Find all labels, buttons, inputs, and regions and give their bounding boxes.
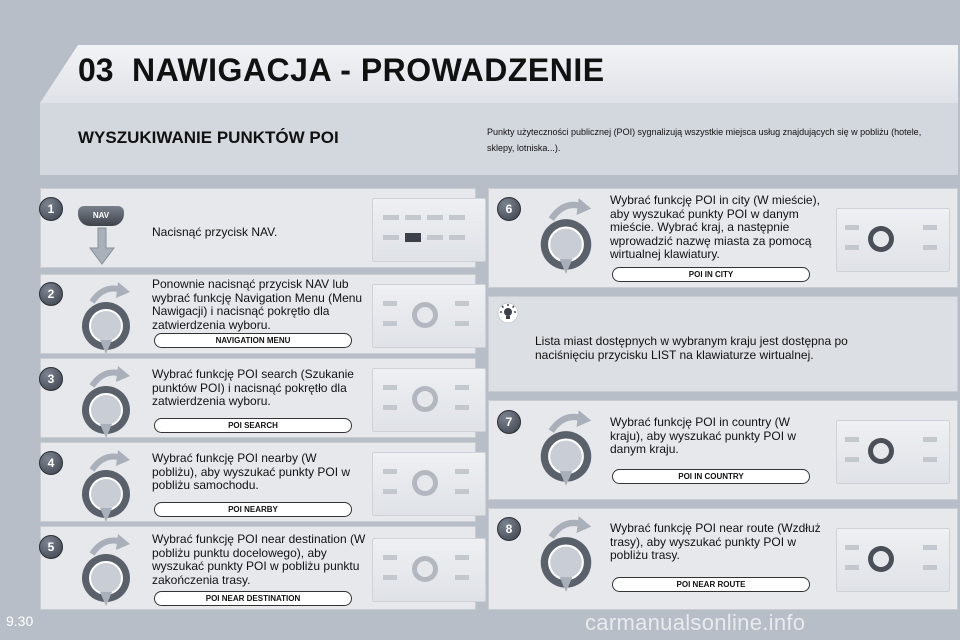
lightbulb-icon xyxy=(497,302,519,324)
step-text-6: Wybrać funkcję POI in city (W mieście), aby wyszukać punkty POI w danym mieście. Wybrać kraj, a następnie wprowadzić nazwę miasta za pomocą wirtualnej klawiatury. xyxy=(610,193,820,261)
radio-unit-image xyxy=(372,452,486,516)
step-badge-1: 1 xyxy=(39,197,63,221)
step-badge-4: 4 xyxy=(39,451,63,475)
rotary-knob-icon xyxy=(78,532,134,608)
step-badge-2: 2 xyxy=(39,282,63,306)
radio-unit-image xyxy=(836,208,950,272)
rotary-knob-icon xyxy=(536,408,596,488)
tip-text: Lista miast dostępnych w wybranym kraju jest dostępna po naciśnięciu przycisku LIST na klawiaturze wirtualnej. xyxy=(535,334,848,362)
menu-label-poi-in-city: POI IN CITY xyxy=(612,267,810,282)
step-text-3: Wybrać funkcję POI search (Szukanie punktów POI) i nacisnąć pokrętło dla zatwierdzenia wyboru. xyxy=(152,367,354,408)
step-badge-7: 7 xyxy=(497,410,521,434)
menu-label-poi-nearby: POI NEARBY xyxy=(154,502,352,517)
intro-text: Punkty użyteczności publicznej (POI) sygnalizują wszystkie miejsca usług znajdujących się w pobliżu (hotele, sklepy, lotniska...). xyxy=(487,127,922,153)
rotary-knob-icon xyxy=(536,514,596,594)
menu-label-poi-search: POI SEARCH xyxy=(154,418,352,433)
menu-label-navigation-menu: NAVIGATION MENU xyxy=(154,333,352,348)
radio-unit-image xyxy=(372,284,486,348)
page-number: 9.30 xyxy=(6,613,34,629)
watermark: carmanualsonline.info xyxy=(585,610,806,635)
page-title: NAWIGACJA - PROWADZENIE xyxy=(132,52,605,88)
menu-label-poi-in-country: POI IN COUNTRY xyxy=(612,469,810,484)
radio-unit-image xyxy=(372,368,486,432)
menu-label-poi-near-destination: POI NEAR DESTINATION xyxy=(154,591,352,606)
rotary-knob-icon xyxy=(78,280,134,356)
step-badge-5: 5 xyxy=(39,535,63,559)
rotary-knob-icon xyxy=(78,364,134,440)
step-badge-6: 6 xyxy=(497,197,521,221)
step-text-5: Wybrać funkcję POI near destination (W pobliżu punktu docelowego), aby wyszukać punkty POI w pobliżu punktu zakończenia trasy. xyxy=(152,532,366,587)
rotary-knob-icon xyxy=(536,196,596,276)
press-arrow-icon xyxy=(82,226,122,266)
section-title: WYSZUKIWANIE PUNKTÓW POI xyxy=(78,128,339,147)
step-badge-8: 8 xyxy=(497,517,521,541)
rotary-knob-icon xyxy=(78,448,134,524)
step-badge-3: 3 xyxy=(39,367,63,391)
radio-unit-image xyxy=(372,538,486,602)
step-text-1: Nacisnąć przycisk NAV. xyxy=(152,225,278,239)
step-text-7: Wybrać funkcję POI in country (W kraju), aby wyszukać punkty POI w danym kraju. xyxy=(610,415,797,456)
nav-button-icon: NAV xyxy=(78,206,124,226)
step-text-2: Ponownie nacisnąć przycisk NAV lub wybrać funkcję Navigation Menu (Menu Nawigacji) i nacisnąć pokrętło dla zatwierdzenia wyboru. xyxy=(152,277,363,332)
radio-unit-image xyxy=(836,528,950,592)
radio-unit-image xyxy=(836,420,950,484)
step-text-4: Wybrać funkcję POI nearby (W pobliżu), aby wyszukać punkty POI w pobliżu samochodu. xyxy=(152,451,351,492)
menu-label-poi-near-route: POI NEAR ROUTE xyxy=(612,577,810,592)
step-text-8: Wybrać funkcję POI near route (Wzdłuż trasy), aby wyszukać punkty POI w pobliżu trasy. xyxy=(610,521,821,562)
chapter-number: 03 xyxy=(78,52,114,88)
radio-unit-image xyxy=(372,198,486,262)
